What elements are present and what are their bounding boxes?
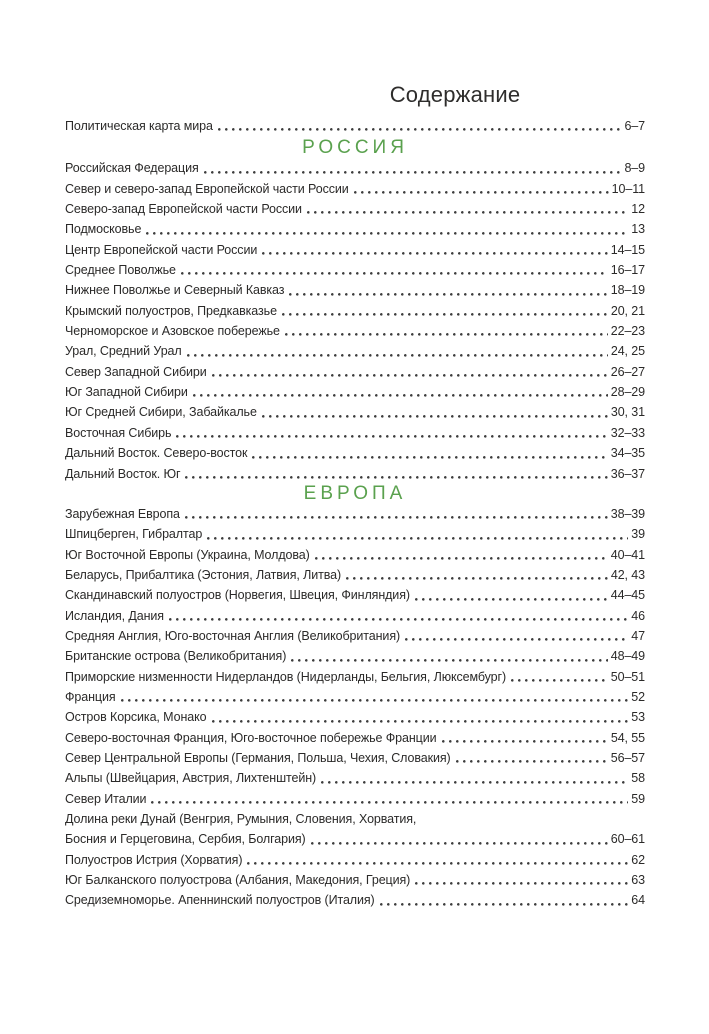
toc-content — [65, 0, 645, 911]
toc-entry — [65, 321, 645, 341]
toc-leader-dots — [185, 516, 608, 519]
section-heading: ЕВРОПА — [303, 482, 407, 504]
toc-entry — [65, 545, 645, 565]
toc-entry — [65, 402, 645, 422]
toc-leader-dots — [218, 128, 622, 131]
toc-leader-dots — [511, 679, 608, 682]
toc-entry-page: 18–19 — [610, 283, 645, 298]
toc-entry — [65, 748, 645, 768]
page-title: Содержание — [389, 82, 521, 107]
toc-entry-page: 24, 25 — [610, 344, 645, 359]
toc-entry-label: Франция — [65, 689, 116, 704]
toc-entry — [65, 687, 645, 707]
toc-entry-page: 59 — [631, 791, 645, 806]
toc-entry — [65, 199, 645, 219]
toc-leader-dots — [456, 760, 608, 763]
toc-entry-label: Зарубежная Европа — [65, 506, 180, 521]
toc-leader-dots — [346, 577, 608, 580]
toc-entry — [65, 667, 645, 687]
toc-entry — [65, 789, 645, 809]
toc-entry-page: 42, 43 — [610, 567, 645, 582]
toc-entry-page: 63 — [631, 873, 645, 888]
toc-entry-label: Урал, Средний Урал — [65, 344, 182, 359]
toc-entry-label: Скандинавский полуостров (Норвегия, Швеция, Финляндия) — [65, 588, 410, 603]
toc-entry-label: Долина реки Дунай (Венгрия, Румыния, Словения, Хорватия, — [65, 812, 417, 826]
toc-leader-dots — [315, 557, 608, 560]
toc-leader-dots — [169, 618, 628, 621]
toc-entry — [65, 890, 645, 910]
toc-entry-page: 13 — [631, 222, 645, 237]
toc-entry-label: Российская Федерация — [65, 161, 199, 176]
toc-entry-label: Восточная Сибирь — [65, 425, 172, 440]
toc-leader-dots — [442, 740, 608, 743]
toc-entry-label: Приморские низменности Нидерландов (Нидерланды, Бельгия, Люксембург) — [65, 669, 507, 684]
toc-entry-label: Юг Балканского полуострова (Албания, Македония, Греция) — [65, 873, 411, 888]
toc-entry-label: Подмосковье — [65, 222, 142, 237]
toc-leader-dots — [354, 191, 609, 194]
toc-entry-label: Исландия, Дания — [65, 608, 164, 623]
toc-entry-label: Север Италии — [65, 791, 147, 806]
toc-entry-page: 32–33 — [610, 425, 645, 440]
toc-leader-dots — [193, 394, 608, 397]
toc-entry-label: Центр Европейской части России — [65, 242, 258, 257]
toc-entry — [65, 606, 645, 626]
toc-entry — [65, 464, 645, 484]
toc-entry-page: 22–23 — [610, 324, 645, 339]
toc-leader-dots — [212, 374, 608, 377]
toc-leader-dots — [415, 598, 608, 601]
toc-entry-label: Полуостров Истрия (Хорватия) — [65, 852, 243, 867]
toc-entry-page: 54, 55 — [610, 730, 645, 745]
toc-entry-label: Крымский полуостров, Предкавказье — [65, 303, 277, 318]
toc-entry-label: Юг Западной Сибири — [65, 385, 188, 400]
toc-entry-label: Северо-восточная Франция, Юго-восточное побережье Франции — [65, 730, 437, 745]
toc-entry-page: 28–29 — [610, 385, 645, 400]
toc-entry-label: Средиземноморье. Апеннинский полуостров (Италия) — [65, 893, 375, 908]
toc-entry-page: 47 — [631, 628, 645, 643]
toc-entry-page: 20, 21 — [610, 303, 645, 318]
toc-entry-page: 53 — [631, 710, 645, 725]
toc-entry — [65, 646, 645, 666]
toc-entry-label: Дальний Восток. Северо-восток — [65, 446, 248, 461]
toc-section — [65, 138, 645, 484]
toc-entry — [65, 240, 645, 260]
toc-sections — [65, 116, 645, 911]
toc-entry-label: Остров Корсика, Монако — [65, 710, 207, 725]
toc-entry-page: 10–11 — [611, 181, 645, 196]
toc-entry-label: Британские острова (Великобритания) — [65, 649, 287, 664]
toc-entry-page: 58 — [631, 771, 645, 786]
toc-leader-dots — [212, 720, 629, 723]
toc-leader-dots — [262, 415, 608, 418]
section-rows — [65, 158, 645, 484]
toc-entry-page: 8–9 — [624, 161, 645, 176]
toc-entry-label: Нижнее Поволжье и Северный Кавказ — [65, 283, 285, 298]
toc-entry — [65, 728, 645, 748]
toc-leader-dots — [121, 699, 629, 702]
toc-leader-dots — [380, 903, 629, 906]
toc-entry — [65, 341, 645, 361]
toc-entry — [65, 585, 645, 605]
toc-leader-dots — [207, 537, 628, 540]
section-heading: РОССИЯ — [302, 137, 408, 159]
toc-entry — [65, 301, 645, 321]
toc-entry-label: Север Западной Сибири — [65, 364, 207, 379]
toc-entry-page: 56–57 — [610, 750, 645, 765]
toc-entry-page: 62 — [631, 852, 645, 867]
toc-entry-page: 36–37 — [610, 466, 645, 481]
toc-leader-dots — [285, 333, 608, 336]
toc-leader-dots — [247, 862, 628, 865]
toc-entry-page: 30, 31 — [610, 405, 645, 420]
toc-entry — [65, 565, 645, 585]
toc-leader-dots — [181, 272, 608, 275]
toc-entry — [65, 626, 645, 646]
toc-leader-dots — [252, 456, 607, 459]
toc-entry-label: Север и северо-запад Европейской части России — [65, 181, 349, 196]
toc-entry-page: 14–15 — [610, 242, 645, 257]
toc-entry-label: Север Центральной Европы (Германия, Польша, Чехия, Словакия) — [65, 750, 451, 765]
toc-entry — [65, 158, 645, 178]
toc-leader-dots — [311, 842, 608, 845]
toc-entry — [65, 362, 645, 382]
toc-entry-page: 50–51 — [610, 669, 645, 684]
toc-leader-dots — [185, 476, 607, 479]
toc-entry-label: Черноморское и Азовское побережье — [65, 324, 280, 339]
toc-entry — [65, 423, 645, 443]
toc-entry-page: 48–49 — [610, 649, 645, 664]
toc-entry — [65, 504, 645, 524]
toc-entry — [65, 219, 645, 239]
toc-leader-dots — [291, 659, 607, 662]
toc-entry — [65, 179, 645, 199]
toc-entry — [65, 443, 645, 463]
toc-leader-dots — [307, 211, 628, 214]
toc-entry — [65, 707, 645, 727]
toc-leader-dots — [415, 882, 628, 885]
toc-entry — [65, 829, 645, 849]
toc-leader-dots — [176, 435, 607, 438]
toc-entry-page: 26–27 — [610, 364, 645, 379]
toc-entry — [65, 809, 645, 829]
toc-entry-label: Босния и Герцеговина, Сербия, Болгария) — [65, 832, 306, 847]
toc-entry-page: 12 — [631, 202, 645, 217]
toc-entry-page: 6–7 — [624, 119, 645, 133]
toc-entry — [65, 280, 645, 300]
toc-entry-page: 39 — [631, 527, 645, 542]
toc-entry-label: Беларусь, Прибалтика (Эстония, Латвия, Литва) — [65, 567, 342, 582]
toc-entry-page: 44–45 — [610, 588, 645, 603]
toc-entry-label: Средняя Англия, Юго-восточная Англия (Великобритания) — [65, 628, 401, 643]
toc-entry — [65, 260, 645, 280]
toc-entry-label: Юг Восточной Европы (Украина, Молдова) — [65, 547, 310, 562]
toc-leader-dots — [282, 313, 608, 316]
toc-section — [65, 484, 645, 911]
toc-section — [65, 116, 645, 136]
toc-entry-page: 52 — [631, 689, 645, 704]
toc-entry-label: Альпы (Швейцария, Австрия, Лихтенштейн) — [65, 771, 317, 786]
toc-entry-page: 34–35 — [610, 446, 645, 461]
toc-entry-label: Дальний Восток. Юг — [65, 466, 181, 481]
toc-entry-page: 46 — [631, 608, 645, 623]
toc-entry-label: Шпицберген, Гибралтар — [65, 527, 203, 542]
toc-entry — [65, 524, 645, 544]
toc-entry-page: 38–39 — [610, 506, 645, 521]
toc-leader-dots — [289, 293, 607, 296]
toc-entry — [65, 116, 645, 136]
toc-entry-label: Северо-запад Европейской части России — [65, 202, 302, 217]
toc-leader-dots — [146, 232, 628, 235]
toc-entry-page: 60–61 — [610, 832, 645, 847]
toc-entry — [65, 768, 645, 788]
toc-entry-page: 16–17 — [610, 263, 645, 278]
toc-leader-dots — [204, 171, 622, 174]
section-rows — [65, 116, 645, 136]
toc-leader-dots — [405, 638, 628, 641]
toc-leader-dots — [187, 354, 608, 357]
toc-entry-page: 64 — [631, 893, 645, 908]
toc-entry — [65, 870, 645, 890]
toc-entry-label: Среднее Поволжье — [65, 263, 176, 278]
toc-entry-page: 40–41 — [610, 547, 645, 562]
toc-entry-label: Юг Средней Сибири, Забайкалье — [65, 405, 257, 420]
toc-entry-label: Политическая карта мира — [65, 119, 213, 133]
toc-entry — [65, 382, 645, 402]
toc-leader-dots — [262, 252, 608, 255]
toc-leader-dots — [321, 781, 628, 784]
toc-entry — [65, 850, 645, 870]
toc-leader-dots — [151, 801, 628, 804]
section-rows — [65, 504, 645, 911]
